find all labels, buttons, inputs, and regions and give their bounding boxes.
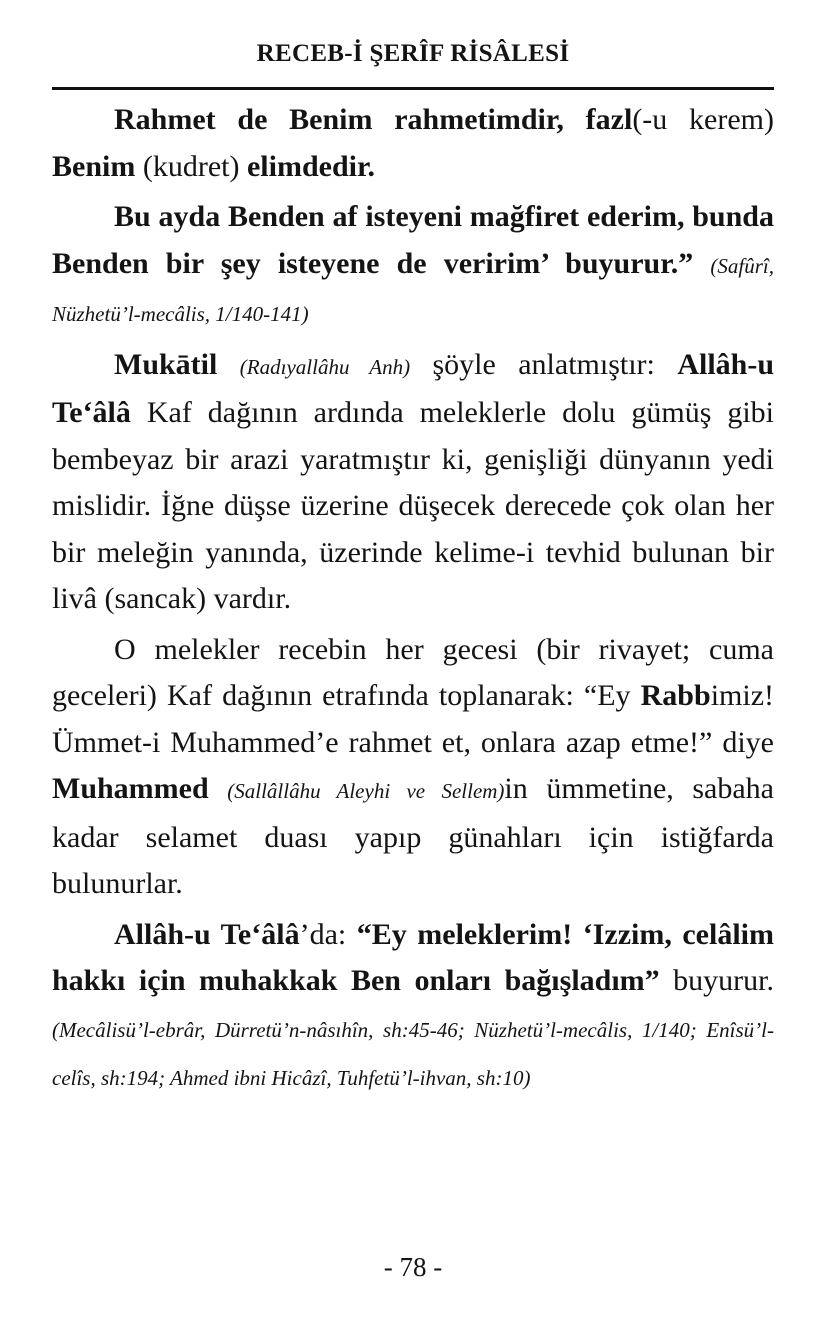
p3-bold: Allâh-u Te‘âlâ (52, 347, 775, 429)
p3-text-2: Kaf dağının ardında meleklerle dolu gümüş gibi bembeyaz bir arazi yaratmıştır ki, genişliği dünyanın yedi mislidir. İğne düşse üzerine düşecek derecede çok olan her bir meleğin yanında, üzerinde kelime-i tevhid bulunan bir livâ (sancak) vardır. (52, 396, 774, 615)
p1-bold-3: elimdedir. (246, 149, 376, 183)
header-rule (52, 87, 774, 90)
p4-text-3: in ümmetine, sabaha kadar selamet duası yapıp günahları için istiğfarda bulunurlar. (52, 772, 774, 900)
p1-bold-2: Benim (52, 149, 136, 183)
paragraph-1 (52, 97, 774, 190)
p2-bold: Bu ayda Benden af isteyeni mağfiret ederim, bunda Benden bir şey isteyene de veririm’ buyurur.” (52, 200, 774, 280)
p5-bold-1: Allâh-u Te‘âlâ (114, 917, 300, 951)
running-header: RECEB-İ ŞERÎF RİSÂLESİ (256, 40, 570, 67)
p5-citation: (Mecâlisü’l-ebrâr, Dürretü’n-nâsıhîn, sh:45-46; Nüzhetü’l-mecâlis, 1/140; Enîsü’l-celîs, sh:194; Ahmed ibni Hicâzî, Tuhfetü’l-ihvan, sh:10) (52, 1017, 774, 1090)
p5-text-2: buyurur. (659, 964, 774, 997)
p5-bold-2: “Ey meleklerim! ‘Izzim, celâlim hakkı için muhakkak Ben onları bağışladım” (52, 917, 774, 997)
paragraph-4 (52, 627, 774, 908)
p1-text-1: (-u kerem) (632, 103, 774, 136)
paragraph-2 (52, 194, 774, 338)
p2-citation: (Safûrî, Nüzhetü’l-mecâlis, 1/140-141) (52, 253, 775, 326)
paragraph-3 (52, 342, 774, 623)
p1-bold-1: Rahmet de Benim rahmetimdir, fazl (114, 103, 633, 136)
p3-honorific: (Radıyallâhu Anh) (239, 354, 411, 379)
book-page (52, 0, 774, 1324)
paragraph-5 (52, 912, 774, 1102)
p4-bold-2: Muhammed (52, 772, 209, 805)
page-body (52, 97, 774, 1106)
p3-name: Mukātil (114, 347, 218, 381)
p3-text-1: şöyle anlatmıştır: (410, 347, 678, 381)
p4-honorific: (Sallâllâhu Aleyhi ve Sellem) (227, 779, 505, 803)
p4-text-1: O melekler recebin her gecesi (bir rivayet; cuma geceleri) Kaf dağının etrafında toplanarak: “Ey (52, 632, 774, 712)
p4-bold-1: Rabb (640, 679, 711, 712)
page-number: - 78 - (383, 1252, 443, 1282)
p4-text-2: imiz! Ümmet-i Muhammed’e rahmet et, onlara azap etme!” diye (52, 679, 774, 759)
p1-text-2: (kudret) (135, 149, 247, 183)
p5-text-1: ’da: (299, 917, 357, 951)
